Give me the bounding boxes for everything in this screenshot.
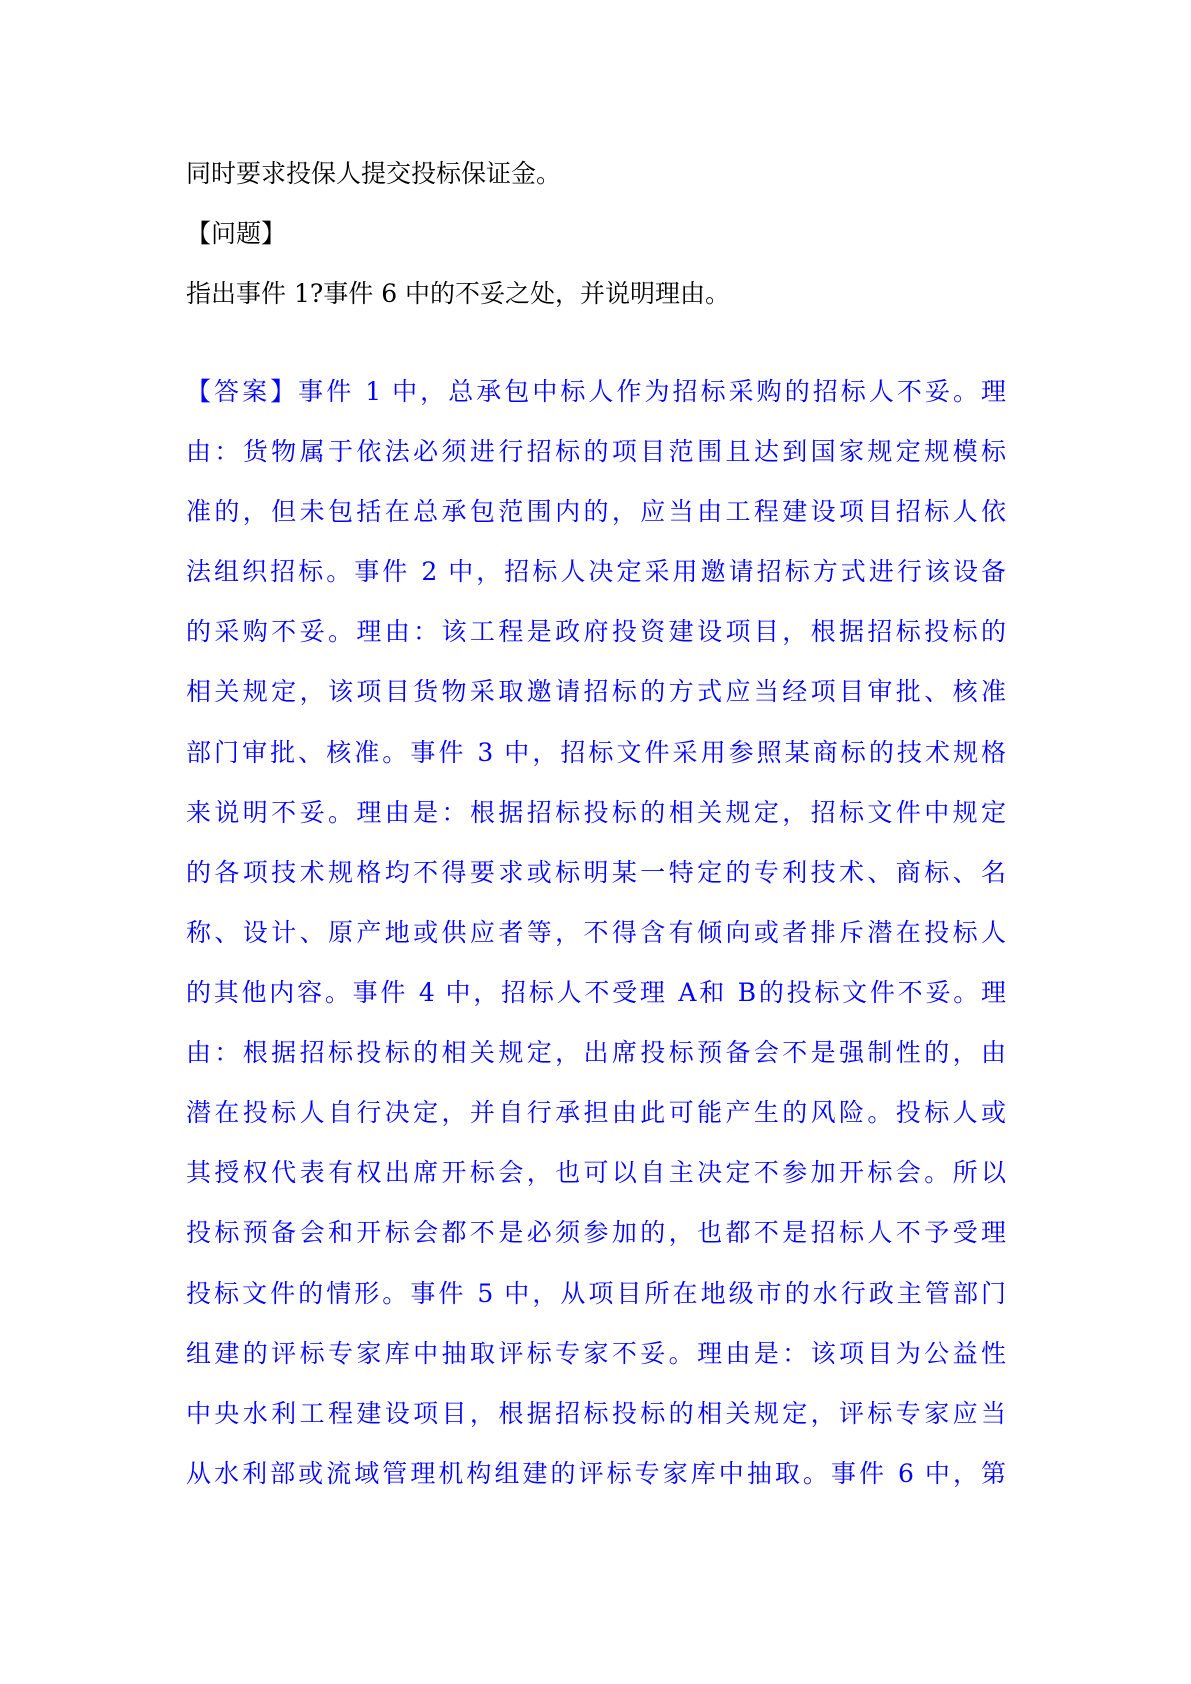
- question-line: 指出事件 1?事件 6 中的不妥之处，并说明理由。: [186, 279, 731, 308]
- question-line: 同时要求投保人提交投标保证金。: [186, 159, 562, 188]
- answer-line: 的采购不妥。理由：该工程是政府投资建设项目，根据招标投标的: [186, 617, 1006, 646]
- answer-line: 由：根据招标投标的相关规定，出席投标预备会不是强制性的，由: [186, 1038, 1006, 1067]
- answer-line: 法组织招标。事件 2 中，招标人决定采用邀请招标方式进行该设备: [186, 557, 1006, 586]
- question-heading: 【问题】: [186, 219, 287, 248]
- answer-line: 相关规定，该项目货物采取邀请招标的方式应当经项目审批、核准: [186, 677, 1006, 706]
- answer-line: 组建的评标专家库中抽取评标专家不妥。理由是：该项目为公益性: [186, 1339, 1006, 1368]
- answer-line: 其授权代表有权出席开标会，也可以自主决定不参加开标会。所以: [186, 1158, 1006, 1187]
- answer-line: 准的，但未包括在总承包范围内的，应当由工程建设项目招标人依: [186, 497, 1006, 526]
- answer-line: 来说明不妥。理由是：根据招标投标的相关规定，招标文件中规定: [186, 798, 1006, 827]
- answer-line: 部门审批、核准。事件 3 中，招标文件采用参照某商标的技术规格: [186, 738, 1006, 767]
- answer-line: 【答案】事件 1 中，总承包中标人作为招标采购的招标人不妥。理: [186, 377, 1006, 406]
- answer-line: 投标预备会和开标会都不是必须参加的，也都不是招标人不予受理: [186, 1218, 1006, 1247]
- answer-line: 称、设计、原产地或供应者等，不得含有倾向或者排斥潜在投标人: [186, 918, 1006, 947]
- answer-line: 从水利部或流域管理机构组建的评标专家库中抽取。事件 6 中，第: [186, 1459, 1006, 1488]
- answer-line: 的其他内容。事件 4 中，招标人不受理 A和 B的投标文件不妥。理: [186, 978, 1006, 1007]
- answer-line: 中央水利工程建设项目，根据招标投标的相关规定，评标专家应当: [186, 1399, 1006, 1428]
- answer-line: 投标文件的情形。事件 5 中，从项目所在地级市的水行政主管部门: [186, 1279, 1006, 1308]
- answer-line: 的各项技术规格均不得要求或标明某一特定的专利技术、商标、名: [186, 858, 1006, 887]
- answer-line: 潜在投标人自行决定，并自行承担由此可能产生的风险。投标人或: [186, 1098, 1006, 1127]
- answer-line: 由：货物属于依法必须进行招标的项目范围且达到国家规定规模标: [186, 437, 1006, 466]
